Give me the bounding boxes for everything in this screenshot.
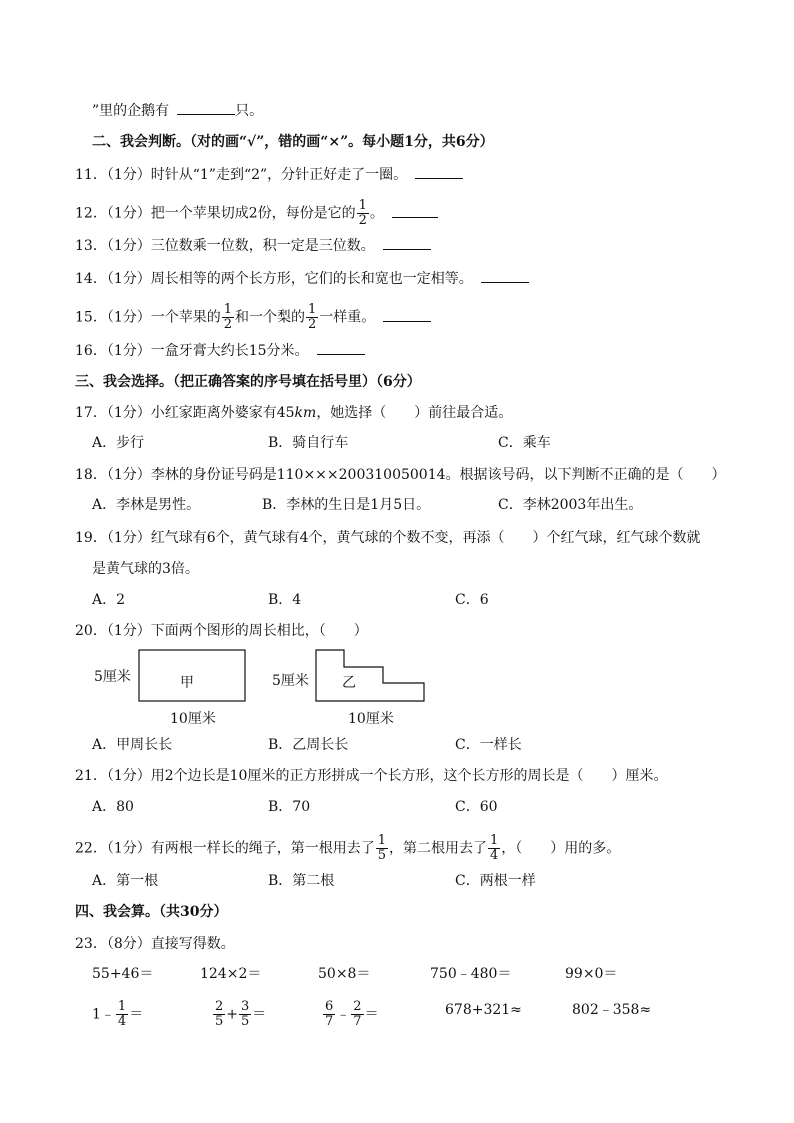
calc-item: 750﹣480＝: [430, 966, 512, 982]
fraction: $\frac{1}{4}$: [490, 833, 499, 863]
option-b[interactable]: B．骑自行车: [268, 435, 349, 451]
answer-blank[interactable]: [177, 100, 235, 115]
fraction: $\frac{2}{7}$: [353, 999, 362, 1029]
question-21: 21．（1分）用2个边长是10厘米的正方形拼成一个长方形，这个长方形的周长是（ ）厘米。: [75, 768, 668, 784]
fraction: $\frac{1}{4}$: [117, 999, 127, 1029]
option-a[interactable]: A．甲周长长: [92, 737, 173, 753]
option-a[interactable]: A．李林是男性。: [92, 497, 201, 513]
option-b[interactable]: B．第二根: [268, 873, 335, 889]
jia-bottom-label: 10厘米: [170, 711, 216, 727]
option-a[interactable]: A．步行: [92, 435, 145, 451]
option-b[interactable]: B．李林的生日是1月5日。: [262, 497, 431, 513]
option-c[interactable]: C．乘车: [498, 435, 551, 451]
calc-item: $\frac{2}{5}$ + $\frac{3}{5}$ ＝: [215, 999, 267, 1029]
calc-item: 50×8＝: [318, 966, 371, 982]
option-a[interactable]: A．第一根: [92, 873, 159, 889]
option-a[interactable]: A．80: [92, 799, 134, 815]
section-3-title: 三、我会选择。（把正确答案的序号填在括号里）（6分）: [75, 374, 421, 390]
question-17: 17．（1分）小红家距离外婆家有45km，她选择（ ）前往最合适。: [75, 405, 513, 421]
yi-name: 乙: [342, 675, 356, 691]
fraction: $\frac{1}{2}$: [358, 198, 367, 228]
calc-item: 124×2＝: [200, 966, 262, 982]
fraction: $\frac{1}{2}$: [223, 302, 233, 332]
answer-blank[interactable]: [392, 203, 438, 218]
question-16: 16．（1分）一盒牙膏大约长15分米。: [75, 340, 365, 361]
option-c[interactable]: C．一样长: [455, 737, 522, 753]
calc-item: 99×0＝: [565, 966, 618, 982]
section-4-title: 四、我会算。（共30分）: [75, 904, 228, 920]
question-23: 23．（8分）直接写得数。: [75, 936, 235, 952]
calc-item: 802﹣358≈: [572, 1002, 652, 1018]
fraction: $\frac{3}{5}$: [241, 999, 250, 1029]
fraction: $\frac{6}{7}$: [325, 999, 334, 1029]
question-12: 12．（1分）把一个苹果切成2份，每份是它的 $\frac{1}{2}$ 。: [75, 199, 438, 228]
option-c[interactable]: C．两根一样: [455, 873, 536, 889]
question-14: 14．（1分）周长相等的两个长方形，它们的长和宽也一定相等。: [75, 268, 529, 289]
penguin-line: ”里的企鹅有 只。: [92, 100, 263, 121]
question-13: 13．（1分）三位数乘一位数，积一定是三位数。: [75, 235, 431, 256]
question-15: 15．（1分）一个苹果的 $\frac{1}{2}$ 和一个梨的 $\frac{1}{2}$ 一样重。: [75, 303, 431, 332]
answer-blank[interactable]: [383, 307, 431, 322]
fraction: $\frac{1}{5}$: [377, 833, 387, 863]
calc-item: $\frac{6}{7}$ ﹣ $\frac{2}{7}$ ＝: [325, 999, 379, 1029]
jia-name: 甲: [180, 675, 194, 691]
staircase-yi: [316, 650, 424, 701]
answer-blank[interactable]: [415, 164, 463, 179]
question-11: 11．（1分）时针从“1”走到“2”，分针正好走了一圈。: [75, 164, 463, 185]
answer-blank[interactable]: [317, 340, 365, 355]
fraction: $\frac{1}{2}$: [308, 302, 317, 332]
calc-item: 1﹣ $\frac{1}{4}$ ＝: [92, 999, 144, 1029]
yi-bottom-label: 10厘米: [348, 711, 394, 727]
yi-side-label: 5厘米: [272, 673, 309, 689]
option-c[interactable]: C．6: [455, 592, 489, 608]
option-c[interactable]: C．李林2003年出生。: [498, 497, 643, 513]
answer-blank[interactable]: [383, 235, 431, 250]
calc-item: 678+321≈: [445, 1002, 522, 1018]
option-a[interactable]: A．2: [92, 592, 126, 608]
question-19-line-1: 19．（1分）红气球有6个，黄气球有4个，黄气球的个数不变，再添（ ）个红气球，红气球个数就: [75, 530, 701, 546]
option-b[interactable]: B．乙周长长: [268, 737, 349, 753]
question-18: 18．（1分）李林的身份证号码是110×××200310050014。根据该号码，以下判断不正确的是（ ）: [75, 467, 726, 483]
jia-side-label: 5厘米: [94, 669, 131, 685]
section-2-title: 二、我会判断。（对的画“√”，错的画“×”。每小题1分，共6分）: [92, 134, 494, 150]
option-b[interactable]: B．70: [268, 799, 311, 815]
calc-item: 55+46＝: [92, 966, 154, 982]
option-c[interactable]: C．60: [455, 799, 498, 815]
option-b[interactable]: B．4: [268, 592, 302, 608]
question-20: 20．（1分）下面两个图形的周长相比，（ ）: [75, 623, 368, 639]
question-22: 22．（1分）有两根一样长的绳子，第一根用去了 $\frac{1}{5}$ ，第二根用去了 $\frac{1}{4}$ ，（ ）用的多。: [75, 833, 621, 863]
answer-blank[interactable]: [481, 268, 529, 283]
perimeter-figures: [92, 646, 432, 730]
question-19-line-2: 是黄气球的3倍。: [92, 561, 199, 577]
fraction: $\frac{2}{5}$: [215, 999, 224, 1029]
